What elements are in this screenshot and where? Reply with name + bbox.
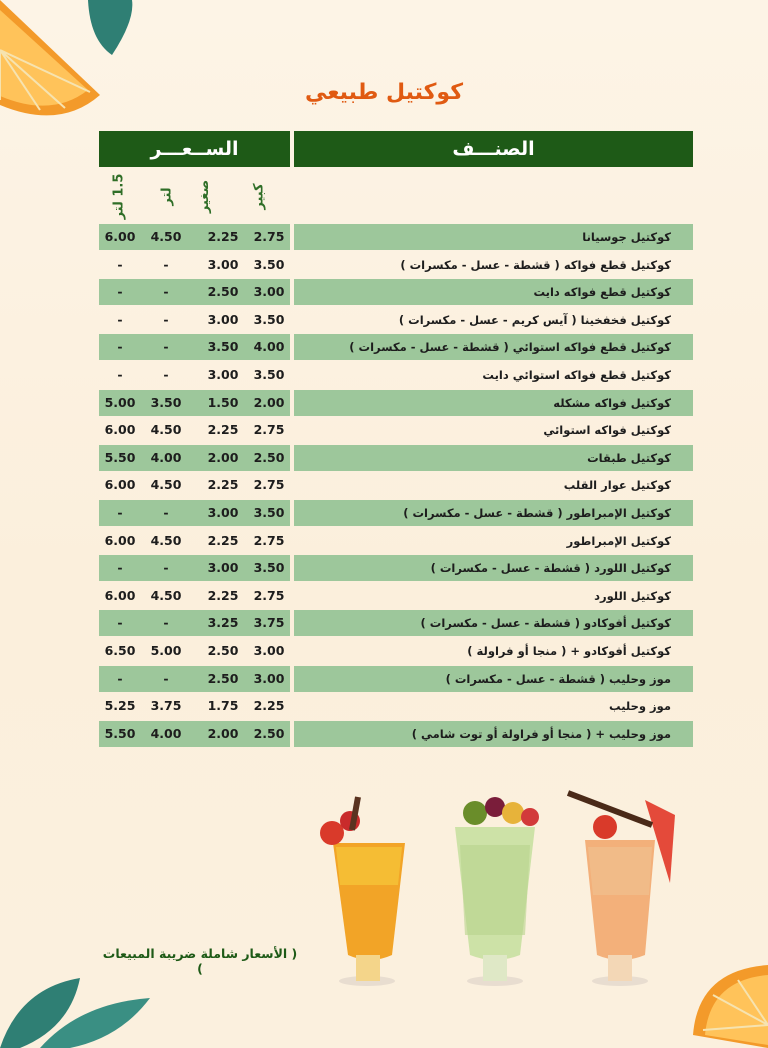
page-title: كوكتيل طبيعي [305, 80, 463, 105]
price-small: 3.00 [207, 560, 239, 576]
item-name: كوكتيل فواكه مشكله [294, 390, 693, 416]
item-name: كوكتيل اللورد [594, 588, 671, 603]
item-name: كوكتيل الإمبراطور [566, 533, 671, 548]
price-1-5-liter: 5.50 [104, 725, 136, 741]
price-small: 2.50 [207, 284, 239, 300]
price-cells [99, 445, 290, 471]
price-cells [99, 472, 290, 498]
price-large: 2.50 [253, 449, 285, 465]
table-row [0, 307, 768, 333]
table-row [0, 472, 768, 498]
price-1-5-liter: - [117, 256, 123, 272]
price-liter: - [163, 311, 169, 327]
price-cells [99, 362, 290, 388]
table-row [0, 445, 768, 471]
price-1-5-liter: - [117, 505, 123, 520]
price-1-5-liter: 6.00 [104, 532, 136, 548]
price-1-5-liter: - [117, 367, 123, 382]
orange-slice-bottom-right [688, 965, 768, 1048]
price-small: 2.50 [207, 670, 239, 686]
price-cells [99, 279, 290, 305]
price-1-5-liter: - [117, 284, 123, 300]
price-small: 3.00 [207, 505, 239, 520]
price-small: 2.25 [207, 587, 239, 603]
price-small: 3.00 [207, 256, 239, 272]
price-cells [99, 721, 290, 747]
price-liter: 4.50 [150, 587, 182, 603]
price-small: 1.50 [207, 394, 239, 410]
price-liter: - [163, 615, 169, 631]
price-liter: - [163, 284, 169, 300]
tax-note: ( الأسعار شاملة ضريبة المبيعات ) [102, 946, 298, 976]
price-1-5-liter: - [117, 311, 123, 327]
table-row [0, 334, 768, 360]
price-1-5-liter: 5.50 [104, 449, 136, 465]
item-name: موز وحليب + ( منجا أو فراولة أو توت شامي ) [294, 721, 693, 747]
item-name: كوكتيل أفوكادو + ( منجا أو فراولة ) [467, 644, 671, 658]
size-1-5-liter-label: 1.5 لتر [111, 173, 127, 219]
price-small: 2.00 [207, 449, 239, 465]
price-column-header: الســعـــر [99, 131, 290, 167]
size-liter-label: لتر [159, 186, 175, 206]
price-1-5-liter: 6.00 [104, 587, 136, 603]
table-row [0, 610, 768, 636]
price-1-5-liter: 6.00 [104, 422, 136, 438]
price-liter: 4.50 [150, 229, 182, 244]
price-liter: 3.50 [150, 394, 182, 410]
item-name: كوكتيل الإمبراطور ( قشطة - عسل - مكسرات ) [294, 500, 693, 526]
price-cells [99, 500, 290, 526]
price-1-5-liter: 6.50 [104, 643, 136, 658]
table-row [0, 693, 768, 719]
price-cells [99, 307, 290, 333]
price-cells [99, 224, 290, 250]
table-row [0, 721, 768, 747]
price-small: 2.25 [207, 532, 239, 548]
price-large: 3.00 [253, 643, 285, 658]
price-large: 3.50 [253, 367, 285, 382]
size-small-label: صغير [197, 179, 213, 213]
price-large: 2.25 [253, 698, 285, 714]
item-name: كوكتيل عوار القلب [563, 478, 671, 493]
price-large: 2.75 [253, 229, 285, 244]
item-column-header: الصنـــف [294, 131, 693, 167]
price-large: 3.75 [253, 615, 285, 631]
price-liter: - [163, 339, 169, 355]
price-cells [99, 638, 290, 664]
table-row [0, 279, 768, 305]
price-cells [99, 555, 290, 581]
price-small: 1.75 [207, 698, 239, 714]
price-small: 3.50 [207, 339, 239, 355]
price-small: 2.00 [207, 725, 239, 741]
table-row [0, 390, 768, 416]
price-small: 3.25 [207, 615, 239, 631]
item-name: كوكتيل فخفخينا ( آيس كريم - عسل - مكسرات ) [398, 312, 671, 327]
table-row [0, 500, 768, 526]
price-large: 2.75 [253, 477, 285, 493]
price-liter: 5.00 [150, 643, 182, 658]
table-row [0, 638, 768, 664]
price-cells [99, 693, 290, 719]
price-small: 2.25 [207, 229, 239, 244]
price-large: 2.75 [253, 422, 285, 438]
price-large: 3.50 [253, 560, 285, 576]
price-large: 3.50 [253, 311, 285, 327]
table-row [0, 417, 768, 443]
item-name: كوكتيل جوسيانا [294, 224, 693, 250]
item-name: كوكتيل اللورد ( قشطة - عسل - مكسرات ) [294, 555, 693, 581]
price-liter: 4.00 [150, 725, 182, 741]
price-cells [99, 610, 290, 636]
price-large: 2.75 [253, 587, 285, 603]
table-row [0, 224, 768, 250]
table-row [0, 583, 768, 609]
price-liter: 4.50 [150, 477, 182, 493]
leaves-bottom-left [0, 968, 160, 1048]
price-liter: - [163, 560, 169, 576]
price-1-5-liter: 6.00 [104, 477, 136, 493]
item-name: كوكتيل قطع فواكه استوائي ( قشطة - عسل - مكسرات ) [294, 334, 693, 360]
price-small: 2.25 [207, 477, 239, 493]
price-small: 3.00 [207, 367, 239, 382]
price-large: 4.00 [253, 339, 285, 355]
price-1-5-liter: 6.00 [104, 229, 136, 244]
price-large: 2.75 [253, 532, 285, 548]
price-cells [99, 417, 290, 443]
size-large-label: كبير [251, 182, 267, 210]
price-liter: - [163, 256, 169, 272]
item-name: كوكتيل فواكه استوائي [543, 423, 671, 438]
price-liter: 4.50 [150, 532, 182, 548]
price-1-5-liter: - [117, 560, 123, 576]
price-liter: 4.00 [150, 449, 182, 465]
price-large: 3.50 [253, 256, 285, 272]
table-row [0, 252, 768, 278]
item-name: كوكتيل قطع فواكه استوائي دايت [482, 368, 671, 382]
leaf-top-left [80, 0, 140, 60]
item-name: كوكتيل طبقات [294, 445, 693, 471]
table-row [0, 555, 768, 581]
table-row [0, 666, 768, 692]
table-row [0, 362, 768, 388]
price-liter: 3.75 [150, 698, 182, 714]
price-small: 3.00 [207, 311, 239, 327]
price-liter: - [163, 505, 169, 520]
price-large: 3.00 [253, 670, 285, 686]
price-1-5-liter: 5.00 [104, 394, 136, 410]
price-small: 2.25 [207, 422, 239, 438]
table-row [0, 528, 768, 554]
price-cells [99, 390, 290, 416]
price-large: 2.50 [253, 725, 285, 741]
price-cells [99, 252, 290, 278]
price-large: 3.00 [253, 284, 285, 300]
price-small: 2.50 [207, 643, 239, 658]
item-name: موز وحليب ( قشطة - عسل - مكسرات ) [294, 666, 693, 692]
price-large: 2.00 [253, 394, 285, 410]
item-name: كوكتيل قطع فواكه دايت [294, 279, 693, 305]
price-cells [99, 666, 290, 692]
price-large: 3.50 [253, 505, 285, 520]
price-1-5-liter: 5.25 [104, 698, 136, 714]
price-liter: - [163, 670, 169, 686]
price-1-5-liter: - [117, 670, 123, 686]
price-cells [99, 334, 290, 360]
drinks-illustration [300, 785, 690, 995]
price-1-5-liter: - [117, 615, 123, 631]
price-1-5-liter: - [117, 339, 123, 355]
price-cells [99, 583, 290, 609]
item-name: كوكتيل أفوكادو ( قشطة - عسل - مكسرات ) [294, 610, 693, 636]
item-name: موز وحليب [609, 699, 671, 714]
price-cells [99, 528, 290, 554]
item-name: كوكتيل قطع فواكه ( قشطة - عسل - مكسرات ) [400, 257, 671, 272]
price-liter: - [163, 367, 169, 382]
price-liter: 4.50 [150, 422, 182, 438]
